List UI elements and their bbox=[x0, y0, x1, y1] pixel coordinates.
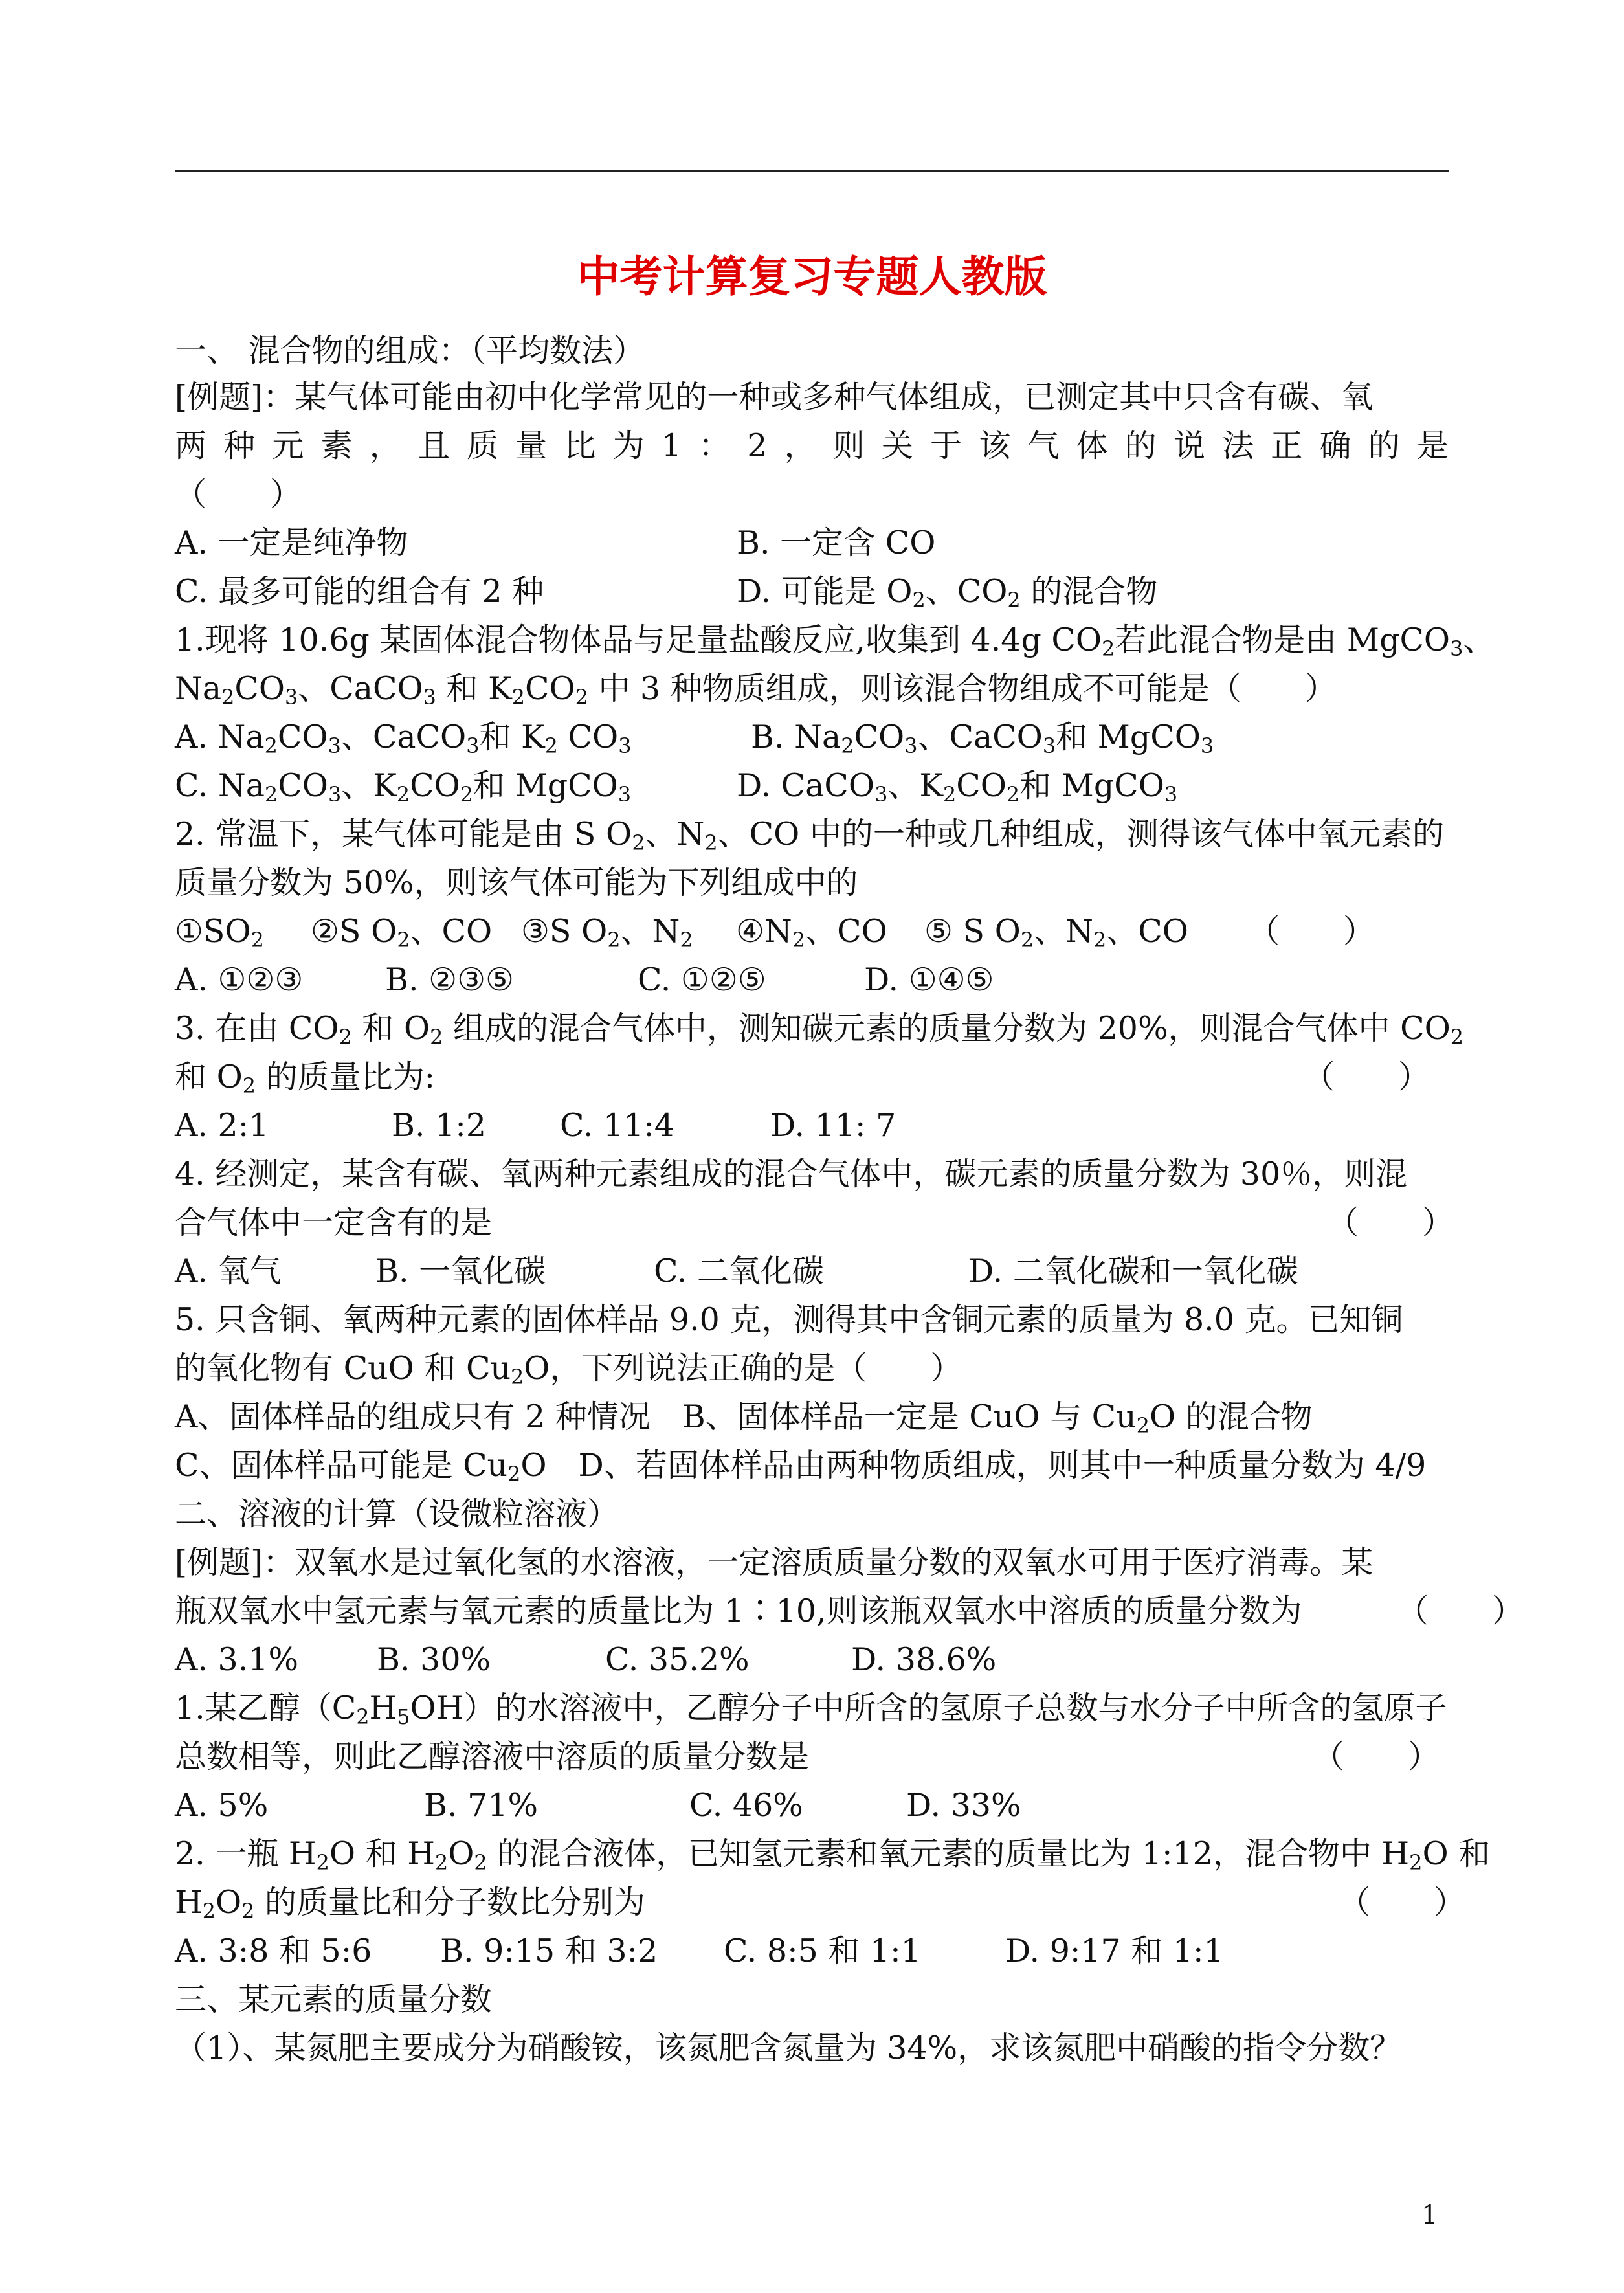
q1-option-d: D. CaCO$_3$、$K_2CO_2$和 MgCO$_3$ bbox=[737, 767, 1178, 807]
q3-option-b: B. 1:2 bbox=[392, 1107, 487, 1144]
example1-line2-glyph: 则 bbox=[832, 427, 865, 464]
q2-option-c: C. ①②⑤ bbox=[638, 961, 766, 998]
q2-option-b: B. ②③⑤ bbox=[385, 961, 514, 998]
q3-option-d: D. 11: 7 bbox=[770, 1107, 896, 1144]
q3-option-c: C. 11:4 bbox=[560, 1107, 674, 1144]
example2-option-d: D. 38.6% bbox=[851, 1641, 997, 1678]
section1-heading: 一、 混合物的组成：（平均数法） bbox=[175, 332, 645, 369]
example1-line2-glyph: 2 bbox=[747, 427, 768, 464]
example2-option-a: A. 3.1% bbox=[175, 1641, 299, 1678]
example1-line2-glyph: 是 bbox=[1416, 427, 1449, 464]
q2-combo-5: ⑤ S $O_2$、$N_2$、CO bbox=[924, 913, 1188, 952]
example1-option-c: C. 最多可能的组合有 2 种 bbox=[175, 573, 544, 610]
q2-line2: 质量分数为 50%，则该气体可能为下列组成中的 bbox=[175, 864, 858, 901]
s2q2-option-b: B. 9:15 和 3:2 bbox=[440, 1932, 658, 1969]
q2-option-d: D. ①④⑤ bbox=[864, 961, 994, 998]
s2q2-option-c: C. 8:5 和 1:1 bbox=[724, 1932, 921, 1969]
page-title: 中考计算复习专题人教版 bbox=[577, 252, 1047, 302]
s2q2-answer-paren: （ ） bbox=[1339, 1884, 1466, 1921]
s2q2-option-a: A. 3:8 和 5:6 bbox=[175, 1932, 372, 1969]
example1-option-b: B. 一定含 CO bbox=[737, 524, 936, 561]
example1-option-d: D. 可能是 $O_2$、$CO_2$ 的混合物 bbox=[737, 573, 1158, 612]
example1-line2-glyph: 确 bbox=[1319, 427, 1351, 464]
q4-option-a: A. 氧气 bbox=[175, 1253, 282, 1290]
example1-option-a: A. 一定是纯净物 bbox=[175, 524, 408, 561]
q4-answer-paren: （ ） bbox=[1327, 1204, 1454, 1241]
s2q1-option-c: C. 46% bbox=[689, 1787, 803, 1824]
example1-line2-glyph: 关 bbox=[881, 427, 913, 464]
section2-heading: 二、溶液的计算（设微粒溶液） bbox=[175, 1495, 619, 1532]
q4-line2: 合气体中一定含有的是 bbox=[175, 1204, 493, 1241]
q3-option-a: A. 2:1 bbox=[175, 1107, 269, 1144]
q1-option-a: A. $Na_2CO_3$、CaCO$_3$和 $K_2$ $CO_3$ bbox=[175, 719, 632, 758]
example1-line2-glyph: 该 bbox=[979, 427, 1011, 464]
example2-line1: [例题]：双氧水是过氧化氢的水溶液，一定溶质质量分数的双氧水可用于医疗消毒。某 bbox=[175, 1544, 1374, 1581]
example1-line2-glyph: 说 bbox=[1173, 427, 1205, 464]
example1-line2-glyph: 量 bbox=[515, 427, 548, 464]
q4-option-d: D. 二氧化碳和一氧化碳 bbox=[968, 1253, 1298, 1290]
q2-answer-paren: （ ） bbox=[1248, 913, 1375, 950]
page-number: 1 bbox=[1421, 2200, 1438, 2230]
s2q1-answer-paren: （ ） bbox=[1313, 1738, 1440, 1775]
example1-line2-glyph: 素 bbox=[320, 427, 353, 464]
example1-line2-glyph: ， bbox=[369, 427, 401, 464]
example1-line2-glyph: 法 bbox=[1222, 427, 1254, 464]
example1-line2-glyph: 正 bbox=[1271, 427, 1303, 464]
q5-line2: 的氧化物有 CuO 和 $Cu_2O$，下列说法正确的是（ ） bbox=[175, 1350, 962, 1389]
s3q1-line: （1）、某氮肥主要成分为硝酸铵，该氮肥含氮量为 34%，求该氮肥中硝酸的指令分数？ bbox=[175, 2030, 1402, 2066]
s2q1-option-d: D. 33% bbox=[906, 1787, 1021, 1824]
q3-answer-paren: （ ） bbox=[1303, 1058, 1430, 1095]
example1-line2-glyph: 于 bbox=[930, 427, 962, 464]
s2q1-line2: 总数相等，则此乙醇溶液中溶质的质量分数是 bbox=[175, 1738, 810, 1775]
q4-option-c: C. 二氧化碳 bbox=[654, 1253, 824, 1290]
s2q1-option-b: B. 71% bbox=[424, 1787, 539, 1824]
q3-line1: 3. 在由 $CO_2$ 和 $O_2$ 组成的混合气体中，测知碳元素的质量分数为 20%，则混合气体中 $CO_2$ bbox=[175, 1010, 1464, 1049]
example1-line2-glyph: 体 bbox=[1076, 427, 1108, 464]
header-rule bbox=[175, 170, 1449, 172]
example1-line2-glyph: ， bbox=[784, 427, 816, 464]
example1-line2-glyph: 质 bbox=[467, 427, 499, 464]
s2q2-line2: $H_2O_2$ 的质量比和分子数比分别为 bbox=[175, 1884, 646, 1923]
q2-option-a: A. ①②③ bbox=[175, 961, 304, 998]
q1-line1: 1.现将 10.6g 某固体混合物体品与足量盐酸反应,收集到 4.4g $CO_2$若此混合物是由 MgCO$_3$、 bbox=[175, 621, 1495, 661]
section3-heading: 三、某元素的质量分数 bbox=[175, 1981, 493, 2018]
example2-line2: 瓶双氧水中氢元素与氧元素的质量比为 1∶10,则该瓶双氧水中溶质的质量分数为 bbox=[175, 1593, 1302, 1629]
example2-answer-paren: （ ） bbox=[1397, 1593, 1524, 1629]
q5-line1: 5. 只含铜、氧两种元素的固体样品 9.0 克，测得其中含铜元素的质量为 8.0 克。已知铜 bbox=[175, 1301, 1403, 1338]
example1-line2-glyph: 的 bbox=[1368, 427, 1400, 464]
example1-line2-glyph: 气 bbox=[1027, 427, 1060, 464]
example1-line2 bbox=[175, 427, 1449, 465]
s2q1-line1: 1.某乙醇$(C_2H_5OH)$的水溶液中，乙醇分子中所含的氢原子总数与水分子中所含的氢原子 bbox=[175, 1690, 1447, 1729]
q3-line2: 和 $O_2$ 的质量比为: bbox=[175, 1058, 436, 1098]
q2-combo-2: ②S $O_2$、CO bbox=[311, 913, 493, 952]
q1-line2: $Na_2CO_3$、CaCO$_3$ 和 $K_2CO_2$ 中 3 种物质组成，则该混合物组成不可能是（ ） bbox=[175, 670, 1337, 710]
example1-line2-glyph: 元 bbox=[272, 427, 304, 464]
example2-option-b: B. 30% bbox=[377, 1641, 491, 1678]
example2-option-c: C. 35.2% bbox=[605, 1641, 750, 1678]
example1-paren: （ ） bbox=[175, 476, 302, 513]
s2q1-option-a: A. 5% bbox=[175, 1787, 269, 1824]
q5-options-cd: C、固体样品可能是 $Cu_2O$ D、若固体样品由两种物质组成，则其中一种质量分数为 4/9 bbox=[175, 1447, 1427, 1486]
example1-line2-glyph: 比 bbox=[564, 427, 596, 464]
example1-line2-glyph: 两 bbox=[175, 427, 207, 464]
q1-option-c: C. $Na_2CO_3$、$K_2CO_2$和 MgCO$_3$ bbox=[175, 767, 632, 807]
q2-combo-3: ③S $O_2$、$N_2$ bbox=[521, 913, 693, 952]
example1-line1: [例题]：某气体可能由初中化学常见的一种或多种气体组成，已测定其中只含有碳、氧 bbox=[175, 379, 1374, 416]
q4-option-b: B. 一氧化碳 bbox=[375, 1253, 546, 1290]
q1-option-b: B. $Na_2CO_3$、CaCO$_3$和 MgCO$_3$ bbox=[751, 719, 1214, 758]
s2q2-option-d: D. 9:17 和 1:1 bbox=[1005, 1932, 1224, 1969]
example1-line2-glyph: ： bbox=[698, 427, 731, 464]
q2-combo-1: $①SO_2$ bbox=[175, 913, 264, 952]
q2-combo-4: $④N_2$、CO bbox=[736, 913, 887, 952]
example1-line2-glyph: 的 bbox=[1124, 427, 1157, 464]
example1-line2-glyph: 种 bbox=[223, 427, 256, 464]
q2-line1: 2. 常温下，某气体可能是由 S $O_2$、$N_2$、CO 中的一种或几种组成，测得该气体中氧元素的 bbox=[175, 816, 1444, 855]
s2q2-line1: 2. 一瓶 $H_2O$ 和 $H_2O_2$ 的混合液体，已知氢元素和氧元素的质量比为 1:12，混合物中 $H_2O$ 和 bbox=[175, 1835, 1491, 1875]
q4-line1: 4. 经测定，某含有碳、氧两种元素组成的混合气体中，碳元素的质量分数为 30％，则混 bbox=[175, 1156, 1408, 1192]
q5-options-ab: A、固体样品的组成只有 2 种情况 B、固体样品一定是 CuO 与 $Cu_2O$ 的混合物 bbox=[175, 1398, 1313, 1438]
example1-line2-glyph: 且 bbox=[417, 427, 450, 464]
example1-line2-glyph: 1 bbox=[661, 427, 682, 464]
example1-line2-glyph: 为 bbox=[612, 427, 645, 464]
